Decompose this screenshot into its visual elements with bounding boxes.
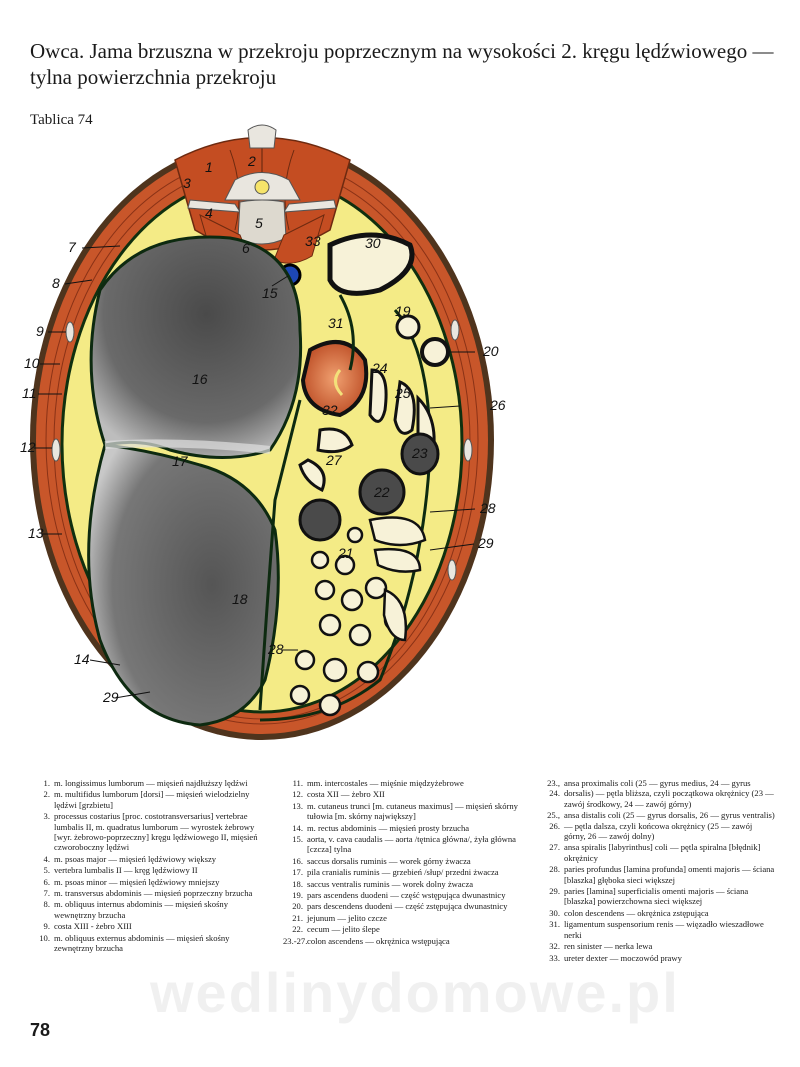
rumen-dorsal-sac [91, 237, 301, 457]
legend-number: 8. [43, 899, 50, 910]
legend-text: m. psoas major — mięsień lędźwiowy większy [54, 853, 217, 864]
label-18: 18 [232, 591, 248, 607]
label-17: 17 [172, 453, 188, 469]
spinous-process [248, 125, 276, 148]
legend-number: 17. [292, 867, 303, 878]
plate-number: Tablica 74 [30, 112, 93, 128]
label-8: 8 [52, 275, 60, 291]
legend-item [30, 778, 268, 788]
label-26: 26 [490, 397, 506, 413]
label-15: 15 [262, 285, 278, 301]
label-25: 25 [395, 385, 411, 401]
label-10: 10 [24, 355, 40, 371]
legend-text: paries [lamina] superficialis omenti majoris — ściana [blaszka] powierzchowna sieci większej [564, 886, 749, 907]
legend-number: 23., 24. [547, 778, 560, 799]
legend-item [30, 854, 268, 864]
legend-text: costa XIII - żebro XIII [54, 921, 132, 932]
legend-item [540, 778, 775, 809]
legend-item [30, 888, 268, 898]
legend-column-1 [30, 778, 268, 955]
duodenum-descending [422, 339, 448, 365]
legend-number: 14. [292, 822, 303, 833]
legend-number: 15. [292, 834, 303, 845]
legend-item [540, 941, 775, 951]
legend-text: colon ascendens — okrężnica wstępująca [307, 935, 450, 946]
legend-item [30, 933, 268, 954]
label-28b: 28 [268, 641, 284, 657]
label-13: 13 [28, 525, 44, 541]
legend-number: 10. [39, 932, 50, 943]
legend-number: 33. [549, 952, 560, 963]
legend-text: mm. intercostales — mięśnie międzyżebrowe [307, 778, 464, 788]
legend-number: 2. [43, 789, 50, 800]
legend-number: 6. [43, 876, 50, 887]
label-29b: 29 [103, 689, 119, 705]
legend-number: 22. [292, 924, 303, 935]
label-21: 21 [338, 545, 354, 561]
legend-item [283, 801, 528, 822]
legend-number: 29. [549, 886, 560, 897]
legend-text: aorta, v. cava caudalis — aorta /tętnica główna/, żyła główna [czcza] tylna [307, 834, 516, 855]
title-line-2: tylna powierzchnia przekroju [30, 65, 277, 89]
legend-text: m. cutaneus trunci [m. cutaneus maximus] — mięsień skórny tułowia [m. skórny największy] [307, 800, 518, 822]
legend-text: saccus ventralis ruminis — worek dolny żwacza [307, 878, 474, 889]
duodenum-ascending [397, 316, 419, 338]
label-1: 1 [205, 159, 213, 175]
legend-item [283, 867, 528, 877]
legend-item [283, 778, 528, 788]
legend-item [540, 842, 775, 863]
legend-text: ligamentum suspensorium renis — więzadło wieszadłowe nerki [564, 919, 764, 940]
label-14: 14 [74, 651, 90, 667]
label-2: 2 [248, 153, 256, 169]
legend-column-2 [283, 778, 528, 947]
legend-text: ansa proximalis coli (25 — gyrus medius, 24 — gyrus dorsalis) — pętla bliższa, czyli początkowa okrężnicy (23 — zawój środkowy, 24 — zawój górny) [564, 778, 774, 809]
label-9: 9 [36, 323, 44, 339]
legend-item [30, 899, 268, 920]
legend-column-3 [540, 778, 775, 964]
legend-number: 3. [43, 811, 50, 822]
legend-text: processus costarius [proc. costotransversarius] vertebrae lumbalis II, m. quadratus lumborum — wyrostek żebrowy [wyr. żebrowo-poprzeczny] kręgu lędźwiowego II, mięsień czworoboczny lędźwi [54, 811, 258, 853]
legend-item [30, 877, 268, 887]
label-4: 4 [205, 205, 213, 221]
legend-text: pars descendens duodeni — część zstępująca dwunastnicy [307, 901, 508, 912]
legend-text: ren sinister — nerka lewa [564, 941, 653, 952]
legend-text: ansa spiralis [labyrinthus] coli — pętla spiralna [błędnik] okrężnicy [564, 842, 761, 863]
page-title [30, 38, 780, 90]
legend-item [540, 864, 775, 885]
label-6: 6 [242, 240, 250, 256]
legend-number: 23.-27. [283, 935, 308, 946]
legend-item [283, 856, 528, 866]
legend-text: pars ascendens duodeni — część wstępująca dwunastnicy [307, 890, 506, 901]
label-31: 31 [328, 315, 344, 331]
label-5: 5 [255, 215, 263, 231]
label-20: 20 [483, 343, 499, 359]
legend-number: 27. [549, 842, 560, 853]
legend-number: 1. [43, 778, 50, 788]
page-number: 78 [30, 1020, 51, 1040]
legend-number: 9. [43, 921, 50, 932]
label-11: 11 [22, 385, 37, 401]
legend-item [283, 901, 528, 911]
label-27: 27 [326, 452, 342, 468]
legend-number: 31. [549, 919, 560, 930]
legend-item [283, 913, 528, 923]
legend-item [283, 834, 528, 855]
label-28: 28 [480, 500, 496, 516]
legend-text: saccus dorsalis ruminis — worek górny żwacza [307, 855, 471, 866]
label-24: 24 [372, 360, 388, 376]
label-23: 23 [412, 445, 428, 461]
legend-text: paries profundus [lamina profunda] omenti majoris — ściana [blaszka] głęboka sieci większej [564, 864, 775, 885]
legend-item [540, 908, 775, 918]
legend-item [30, 865, 268, 875]
legend-text: ansa distalis coli (25 — gyrus dorsalis, 26 — gyrus ventralis) — pętla dalsza, czyli końcowa okrężnicy (25 — zawój górny, 26 — zawój dolny) [564, 810, 775, 842]
legend-text: jejunum — jelito czcze [307, 912, 387, 923]
label-30: 30 [365, 235, 381, 251]
legend-text: m. psoas minor — mięsień lędźwiowy mniejszy [54, 876, 220, 887]
legend-text: costa XII — żebro XII [307, 789, 385, 800]
label-16: 16 [192, 371, 208, 387]
legend-text: m. transversus abdominis — mięsień poprzeczny brzucha [54, 888, 253, 899]
label-7: 7 [68, 239, 76, 255]
legend-item [540, 810, 775, 841]
legend-number: 13. [292, 800, 303, 811]
legend-text: pila cranialis ruminis — grzebień /słup/ przedni żwacza [307, 867, 499, 878]
legend-text: cecum — jelito ślepe [307, 924, 380, 935]
watermark: wedlinydomowe.pl [150, 961, 680, 1024]
legend-item [283, 936, 528, 946]
label-32: 32 [322, 402, 338, 418]
legend-item [30, 921, 268, 931]
legend-item [283, 924, 528, 934]
title-line-1: Owca. Jama brzuszna w przekroju poprzecznym na wysokości 2. kręgu lędźwiowego — [30, 39, 774, 63]
legend-item [30, 789, 268, 810]
legend-number: 4. [43, 853, 50, 864]
label-29: 29 [478, 535, 494, 551]
legend-number: 20. [292, 901, 303, 912]
legend-text: m. longissimus lumborum — mięsień najdłuższy lędźwi [54, 778, 248, 788]
legend-number: 19. [292, 890, 303, 901]
label-19: 19 [395, 303, 411, 319]
label-33: 33 [305, 233, 321, 249]
legend-item [540, 886, 775, 907]
legend-number: 30. [549, 907, 560, 918]
legend-text: vertebra lumbalis II — kręg lędźwiowy II [54, 865, 198, 876]
label-12: 12 [20, 439, 36, 455]
legend-text: ureter dexter — moczowód prawy [564, 952, 682, 963]
legend-item [283, 879, 528, 889]
legend-item [283, 789, 528, 799]
label-22: 22 [374, 484, 390, 500]
legend-text: m. obliquus externus abdominis — mięsień skośny zewnętrzny brzucha [54, 932, 230, 954]
legend-item [283, 823, 528, 833]
legend-number: 21. [292, 912, 303, 923]
legend-number: 32. [549, 941, 560, 952]
legend-text: m. rectus abdominis — mięsień prosty brzucha [307, 822, 470, 833]
legend-number: 16. [292, 855, 303, 866]
legend-item [30, 811, 268, 853]
legend-text: m. obliquus internus abdominis — mięsień skośny wewnętrzny brzucha [54, 899, 229, 920]
legend-text: m. multifidus lumborum [dorsi] — mięsień wielodzielny lędźwi [grzbietu] [54, 789, 250, 810]
legend-item [283, 890, 528, 900]
cross-section-illustration [0, 120, 560, 760]
legend-number: 18. [292, 878, 303, 889]
legend-number: 12. [292, 789, 303, 800]
colon-ascendens-27 [300, 500, 340, 540]
legend-number: 25., 26. [547, 810, 560, 831]
legend-item [540, 919, 775, 940]
legend-text: colon descendens — okrężnica zstępująca [564, 907, 709, 918]
label-3: 3 [183, 175, 191, 191]
legend-number: 28. [549, 864, 560, 875]
legend-number: 5. [43, 865, 50, 876]
legend-number: 11. [292, 778, 303, 788]
spinal-canal [255, 180, 269, 194]
legend-number: 7. [43, 888, 50, 899]
